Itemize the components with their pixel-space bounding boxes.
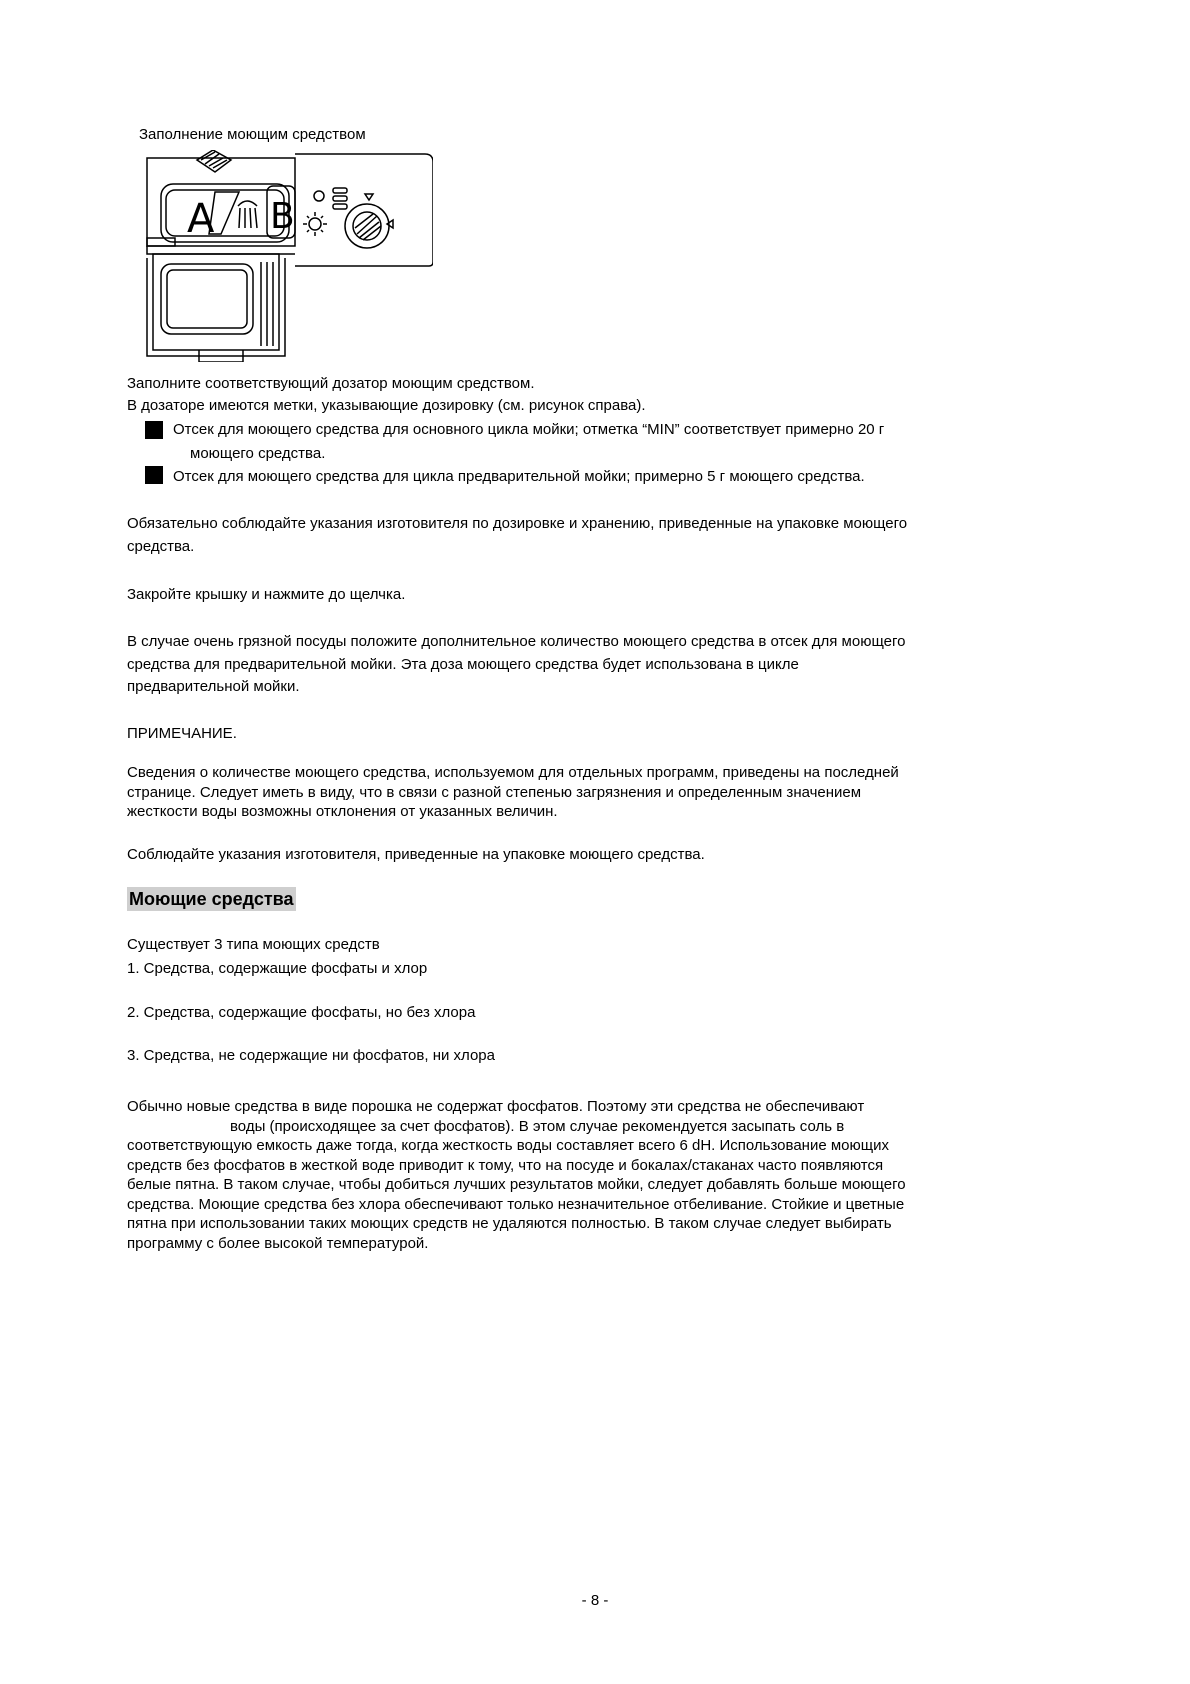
section-heading: Моющие средства: [129, 889, 294, 909]
paragraph-line: воды (происходящее за счет фосфатов). В этом случае рекомендуется засыпать соль в: [230, 1117, 845, 1135]
paragraph-line: Обязательно соблюдайте указания изготовителя по дозировке и хранению, приведенные на упаковке моющего: [127, 515, 908, 532]
paragraph-dirty-dishes: [127, 632, 905, 697]
paragraph-line: белые пятна. В таком случае, чтобы добиться лучших результатов мойки, следует добавлять больше моющего: [127, 1176, 906, 1193]
detergent-dispenser-illustration: [143, 150, 433, 362]
paragraph-line: Обычно новые средства в виде порошка не содержат фосфатов. Поэтому эти средства не обеспечивают: [127, 1098, 865, 1115]
paragraph-line: В случае очень грязной посуды положите дополнительное количество моющего средства в отсек для моющего: [127, 633, 906, 650]
compartment-a-label: A: [187, 196, 215, 242]
bullet-2-line-1: Отсек для моющего средства для цикла предварительной мойки; примерно 5 г моющего средства.: [173, 468, 865, 485]
paragraph-line: средства.: [127, 538, 195, 555]
compartment-b-label: B: [270, 196, 295, 237]
list-item: 3. Средства, не содержащие ни фосфатов, ни хлора: [127, 1047, 495, 1064]
note-text: [127, 763, 899, 822]
paragraph-line: пятна при использовании таких моющих средств не удаляются полностью. В таком случае следует выбирать: [127, 1215, 892, 1232]
paragraph-line: предварительной мойки.: [127, 678, 300, 695]
paragraph-line: средств без фосфатов в жесткой воде приводит к тому, что на посуде и бокалах/стаканах часто появляются: [127, 1156, 884, 1174]
bullet-square-icon: [145, 466, 163, 484]
figure-caption: Заполнение моющим средством: [139, 126, 366, 143]
bullet-1-line-2: моющего средства.: [190, 445, 326, 462]
paragraph-line: средства для предварительной мойки. Эта доза моющего средства будет использована в цикле: [127, 656, 799, 673]
paragraph-line: странице. Следует иметь в виду, что в связи с разной степенью загрязнения и определенным значением: [127, 783, 862, 801]
paragraph-observe: Соблюдайте указания изготовителя, приведенные на упаковке моющего средства.: [127, 846, 705, 863]
section-body: [127, 1097, 906, 1253]
list-item: 1. Средства, содержащие фосфаты и хлор: [127, 960, 428, 977]
bullet-1-line-1: Отсек для моющего средства для основного цикла мойки; отметка “MIN” соответствует примерно 20 г: [173, 421, 885, 438]
paragraph-line: программу с более высокой температурой.: [127, 1234, 429, 1252]
note-title: ПРИМЕЧАНИЕ.: [127, 725, 237, 742]
paragraph-line: средства. Моющие средства без хлора обеспечивают только незначительное отбеливание. Стойкие и цветные: [127, 1195, 905, 1213]
paragraph-follow-instructions: [127, 514, 907, 557]
list-item: 2. Средства, содержащие фосфаты, но без хлора: [127, 1004, 476, 1021]
paragraph-close-lid: Закройте крышку и нажмите до щелчка.: [127, 586, 406, 603]
section-intro: Существует 3 типа моющих средств: [127, 936, 380, 953]
intro-line-1: Заполните соответствующий дозатор моющим средством.: [127, 375, 535, 392]
paragraph-line: жесткости воды возможны отклонения от указанных величин.: [127, 803, 558, 820]
bullet-square-icon: [145, 421, 163, 439]
page-number: - 8 -: [581, 1592, 609, 1609]
intro-line-2: В дозаторе имеются метки, указывающие дозировку (см. рисунок справа).: [127, 397, 646, 414]
paragraph-line: соответствующую емкость даже тогда, когда жесткость воды составляет всего 6 dH. Использование моющих: [127, 1137, 889, 1154]
paragraph-line: Сведения о количестве моющего средства, используемом для отдельных программ, приведены на последней: [127, 764, 899, 781]
